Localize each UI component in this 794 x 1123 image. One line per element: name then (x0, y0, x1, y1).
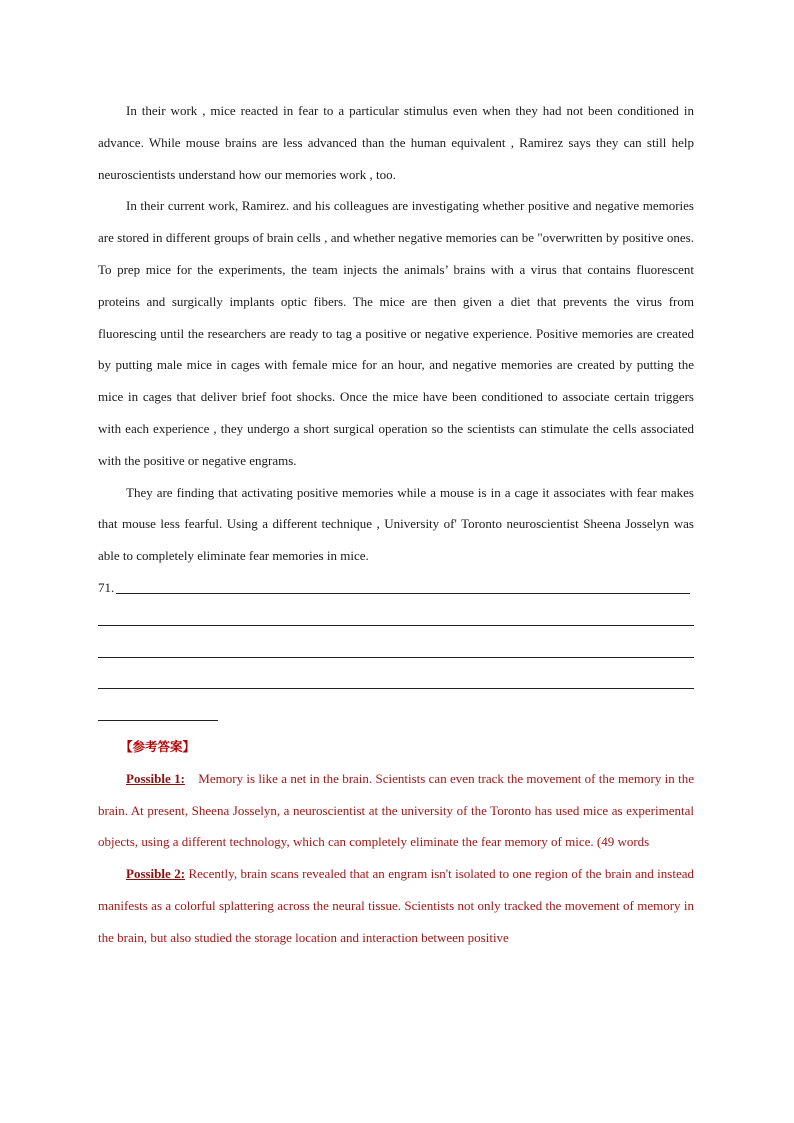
answer-blank-line-2[interactable] (98, 604, 694, 636)
answer-underline (116, 593, 690, 594)
answer-blank-line-3[interactable] (98, 636, 694, 668)
answer-blank-line-4[interactable] (98, 667, 694, 699)
possible-1-label: Possible 1: (126, 770, 185, 786)
question-number: 71. (98, 579, 115, 595)
answer-underline (98, 720, 218, 721)
possible-2-label: Possible 2: (126, 866, 186, 882)
answer-underline (98, 657, 694, 658)
passage-paragraph-2: In their current work, Ramirez. and his colleagues are investigating whether positive and negative memories are stored in different groups of brain cells , and whether negative memories can be "overwritten by positive ones. To prep mice for the experiments, the team injects the animals’ brains with a virus that contains fluorescent proteins and surgically implants optic fibers. The mice are then given a diet that prevents the virus from fluorescing until the researchers are ready to tag a positive or negative experience. Positive memories are created by putting male mice in cages with female mice for an hour, and negative memories are created by putting the mice in cages that deliver brief foot shocks. Once the mice have been conditioned to associate certain triggers with each experience , they undergo a short surgical operation so the scientists can stimulate the cells associated with the positive or negative engrams. (98, 198, 694, 468)
answer-line-71[interactable] (98, 572, 694, 604)
possible-1-text: Memory is like a net in the brain. Scientists can even track the movement of the memory in the brain. At present, Sheena Josselyn, a neuroscientist at the university of the Toronto has used mice as experimental objects, using a different technology, which can completely eliminate the fear memory of mice. (49 words (98, 770, 694, 850)
reference-answer-heading: 【参考答案】 (120, 738, 196, 754)
possible-answer-2 (98, 858, 694, 953)
answer-blank-line-5[interactable] (98, 699, 694, 731)
document-content (98, 95, 694, 954)
possible-2-text: Recently, brain scans revealed that an engram isn't isolated to one region of the brain and instead manifests as a colorful splattering across the neural tissue. Scientists not only tracked the movement of memory in the brain, but also studied the storage location and interaction between positive (98, 866, 694, 945)
passage-paragraph-1: In their work , mice reacted in fear to a particular stimulus even when they had not been conditioned in advance. While mouse brains are less advanced than the human equivalent , Ramirez says they can still help neuroscientists understand how our memories work , too. (98, 103, 694, 182)
passage-paragraph-3: They are finding that activating positive memories while a mouse is in a cage it associates with fear makes that mouse less fearful. Using a different technique , University of' Toronto neuroscientist Sheena Josselyn was able to completely eliminate fear memories in mice. (98, 484, 694, 564)
answer-underline (98, 688, 694, 689)
possible-answer-1 (98, 763, 694, 858)
answer-underline (98, 625, 694, 626)
